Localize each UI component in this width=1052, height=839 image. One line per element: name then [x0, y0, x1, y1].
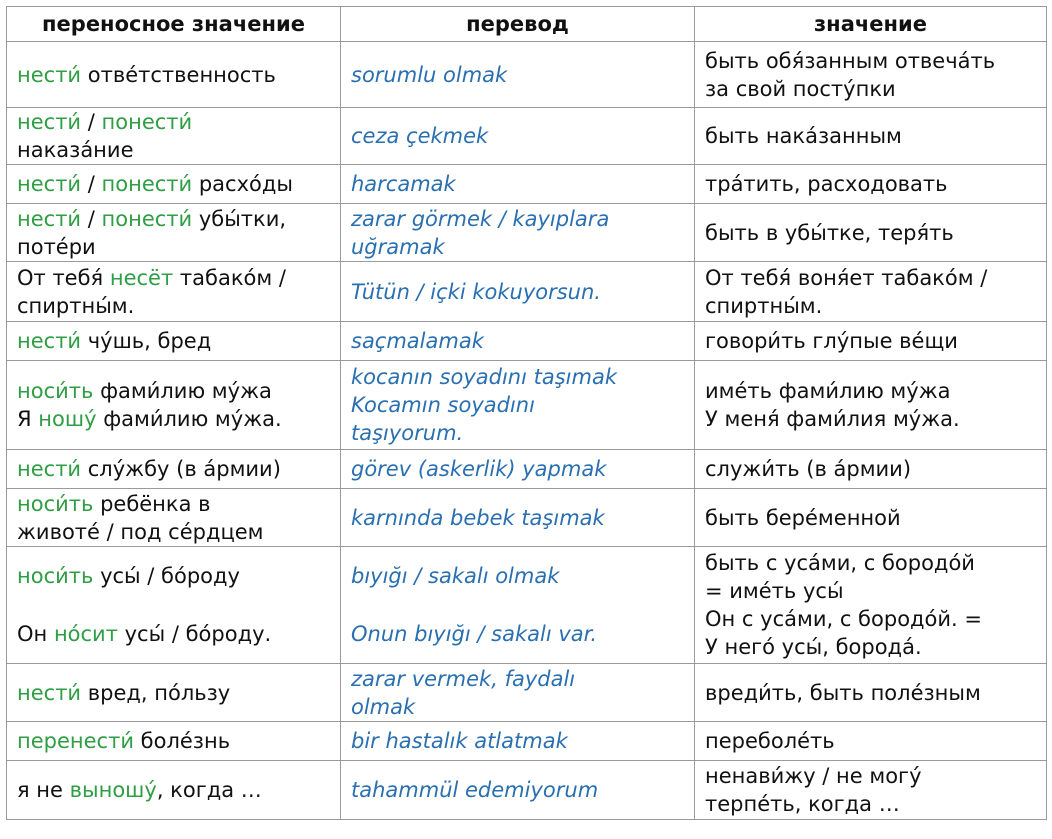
phrase-text: / [81, 206, 102, 231]
phrase-line [17, 170, 330, 198]
phrase-text: потéри [17, 234, 96, 259]
meaning-line: говори́ть глу́пые ве́щи [705, 329, 958, 353]
cell-phrase [7, 664, 341, 722]
phrase-text: ребёнка в [93, 491, 211, 516]
phrase-text: убы́тки, [192, 206, 287, 231]
phrase-line [17, 377, 330, 405]
cell-translation [341, 761, 695, 820]
phrase-line [17, 776, 330, 804]
phrase-line [17, 292, 330, 320]
cell-meaning [695, 664, 1047, 722]
phrase-line [17, 490, 330, 518]
meaning-line: служи́ть (в а́рмии) [705, 457, 912, 481]
table-row [7, 165, 1047, 204]
translation-line: bir hastalık atlatmak [351, 729, 568, 753]
cell-phrase [7, 361, 341, 450]
phrase-text: фами́лию му́жа. [96, 407, 282, 431]
cell-translation [341, 722, 695, 761]
translation-line: karnında bebek taşımak [351, 505, 605, 530]
header-figurative-meaning: переносное значение [7, 7, 341, 42]
cell-translation [341, 547, 695, 664]
phrase-text: От тебя́ [17, 265, 110, 290]
cell-meaning [695, 322, 1047, 361]
table-row [7, 322, 1047, 361]
cell-meaning [695, 489, 1047, 547]
phrase-line [17, 620, 330, 648]
meaning-line: У меня́ фами́лия му́жа. [705, 407, 960, 431]
table-row [7, 722, 1047, 761]
table-row [7, 204, 1047, 262]
verb-highlight: нести́ [17, 206, 82, 231]
verb-highlight: носи́ть [17, 379, 94, 403]
translation-line: Kocamın soyadını [351, 393, 535, 417]
idiom-table [6, 6, 1047, 820]
translation-line: Onun bıyığı / sakalı var. [351, 622, 598, 646]
phrase-line [17, 405, 330, 433]
verb-highlight: несёт [109, 265, 174, 290]
table-row [7, 262, 1047, 322]
meaning-line: быть нака́занным [705, 124, 902, 148]
phrase-text: усы́ / бо́роду [93, 564, 240, 588]
table-row [7, 547, 1047, 664]
phrase-text: спиртны́м. [17, 293, 135, 318]
cell-meaning [695, 761, 1047, 820]
meaning-line: спиртны́м. [705, 293, 823, 318]
phrase-text: слу́жбу (в а́рмии) [81, 457, 281, 481]
meaning-line: быть бере́менной [705, 505, 901, 530]
phrase-text: боле́знь [133, 729, 231, 753]
meaning-line: Он с уса́ми, с бородо́й. = [705, 607, 982, 631]
meaning-line: = име́ть усы́ [705, 579, 844, 603]
verb-highlight: нести́ [17, 457, 82, 481]
translation-line: zarar vermek, faydalı [351, 666, 576, 691]
phrase-line [17, 233, 330, 261]
cell-meaning [695, 722, 1047, 761]
phrase-line [17, 327, 330, 355]
phrase-text: усы́ / бо́роду. [117, 622, 272, 646]
phrase-text: / [81, 110, 102, 134]
cell-meaning [695, 450, 1047, 489]
cell-translation [341, 42, 695, 108]
cell-translation [341, 361, 695, 450]
cell-phrase [7, 204, 341, 262]
cell-phrase [7, 165, 341, 204]
table-row [7, 664, 1047, 722]
translation-line: ceza çekmek [351, 124, 489, 148]
cell-phrase [7, 761, 341, 820]
cell-meaning [695, 547, 1047, 664]
cell-translation [341, 664, 695, 722]
meaning-line: быть в убы́тке, теря́ть [705, 220, 954, 245]
cell-translation [341, 262, 695, 322]
table-row [7, 361, 1047, 450]
phrase-line [17, 264, 330, 292]
meaning-line: тра́тить, расходовать [705, 172, 948, 196]
verb-highlight: понести́ [101, 206, 193, 231]
meaning-line: ненави́жу / не могу́ [705, 764, 922, 788]
meaning-line: за свой посту́пки [705, 76, 896, 101]
verb-highlight: понести́ [101, 110, 193, 134]
header-meaning: значение [695, 7, 1047, 42]
cell-meaning [695, 42, 1047, 108]
verb-highlight: перенести́ [17, 729, 134, 753]
phrase-text: вред, по́льзу [81, 680, 231, 705]
table-row [7, 42, 1047, 108]
phrase-text: / [81, 172, 102, 196]
phrase-text: отве́тственность [81, 62, 276, 87]
phrase-text: Я [17, 407, 39, 431]
verb-highlight: нести́ [17, 329, 82, 353]
translation-line: olmak [351, 694, 416, 719]
cell-phrase [7, 547, 341, 664]
table-row [7, 108, 1047, 165]
phrase-text: табако́м / [173, 265, 286, 290]
translation-line: saçmalamak [351, 329, 484, 353]
header-row [7, 7, 1047, 42]
cell-translation [341, 322, 695, 361]
cell-translation [341, 450, 695, 489]
cell-meaning [695, 262, 1047, 322]
translation-line: harcamak [351, 172, 456, 196]
cell-phrase [7, 489, 341, 547]
phrase-text: наказа́ние [17, 138, 134, 162]
phrase-text: фами́лию му́жа [93, 379, 272, 403]
meaning-line: име́ть фами́лию му́жа [705, 379, 951, 403]
cell-meaning [695, 165, 1047, 204]
phrase-line [17, 562, 330, 590]
cell-translation [341, 489, 695, 547]
verb-highlight: носи́ть [17, 564, 94, 588]
cell-meaning [695, 204, 1047, 262]
cell-phrase [7, 722, 341, 761]
table-row [7, 489, 1047, 547]
phrase-text: я не [17, 778, 70, 802]
verb-highlight: носи́ть [17, 491, 94, 516]
phrase-line [17, 61, 330, 89]
verb-highlight: нести́ [17, 680, 82, 705]
verb-highlight: но́сит [53, 622, 118, 646]
table-row [7, 761, 1047, 820]
translation-line: Tütün / içki kokuyorsun. [351, 279, 601, 304]
phrase-line [17, 108, 330, 136]
table-body [7, 42, 1047, 820]
phrase-line [17, 205, 330, 233]
cell-phrase [7, 262, 341, 322]
phrase-line [17, 679, 330, 707]
translation-line: taşıyorum. [351, 421, 464, 445]
cell-phrase [7, 108, 341, 165]
cell-translation [341, 204, 695, 262]
meaning-line: От тебя́ воня́ет табако́м / [705, 265, 988, 290]
verb-highlight: понести́ [101, 172, 193, 196]
cell-meaning [695, 108, 1047, 165]
translation-line: kocanın soyadını taşımak [351, 365, 617, 389]
phrase-line [17, 455, 330, 483]
phrase-text: расхо́ды [192, 172, 293, 196]
meaning-line: У него́ усы́, борода́. [705, 635, 922, 659]
cell-translation [341, 108, 695, 165]
translation-line: bıyığı / sakalı olmak [351, 564, 560, 588]
verb-highlight: ношу́ [38, 407, 97, 431]
verb-highlight: нести́ [17, 62, 82, 87]
phrase-line [17, 518, 330, 546]
meaning-line: быть с уса́ми, с бородо́й [705, 551, 975, 575]
phrase-line [17, 590, 330, 620]
table-row [7, 450, 1047, 489]
translation-line: görev (askerlik) yapmak [351, 457, 607, 481]
meaning-line: терпе́ть, когда … [705, 792, 900, 816]
phrase-line [17, 136, 330, 164]
verb-highlight: выношу́ [69, 778, 157, 802]
translation-line [351, 590, 684, 620]
phrase-text: чу́шь, бред [81, 329, 212, 353]
translation-line: zarar görmek / kayıplara [351, 206, 610, 231]
phrase-line [17, 727, 330, 755]
phrase-text: Он [17, 622, 54, 646]
cell-phrase [7, 42, 341, 108]
cell-meaning [695, 361, 1047, 450]
translation-line: tahammül edemiyorum [351, 778, 599, 802]
meaning-line: быть обя́занным отвеча́ть [705, 48, 996, 73]
translation-line: uğramak [351, 234, 445, 259]
phrase-text: , когда … [156, 778, 262, 802]
meaning-line: вреди́ть, быть поле́зным [705, 680, 981, 705]
verb-highlight: нести́ [17, 172, 82, 196]
cell-translation [341, 165, 695, 204]
verb-highlight: нести́ [17, 110, 82, 134]
header-translation: перевод [341, 7, 695, 42]
phrase-text: животе́ / под се́рдцем [17, 519, 264, 544]
cell-phrase [7, 322, 341, 361]
translation-line: sorumlu olmak [351, 62, 508, 87]
cell-phrase [7, 450, 341, 489]
meaning-line: переболе́ть [705, 729, 835, 753]
